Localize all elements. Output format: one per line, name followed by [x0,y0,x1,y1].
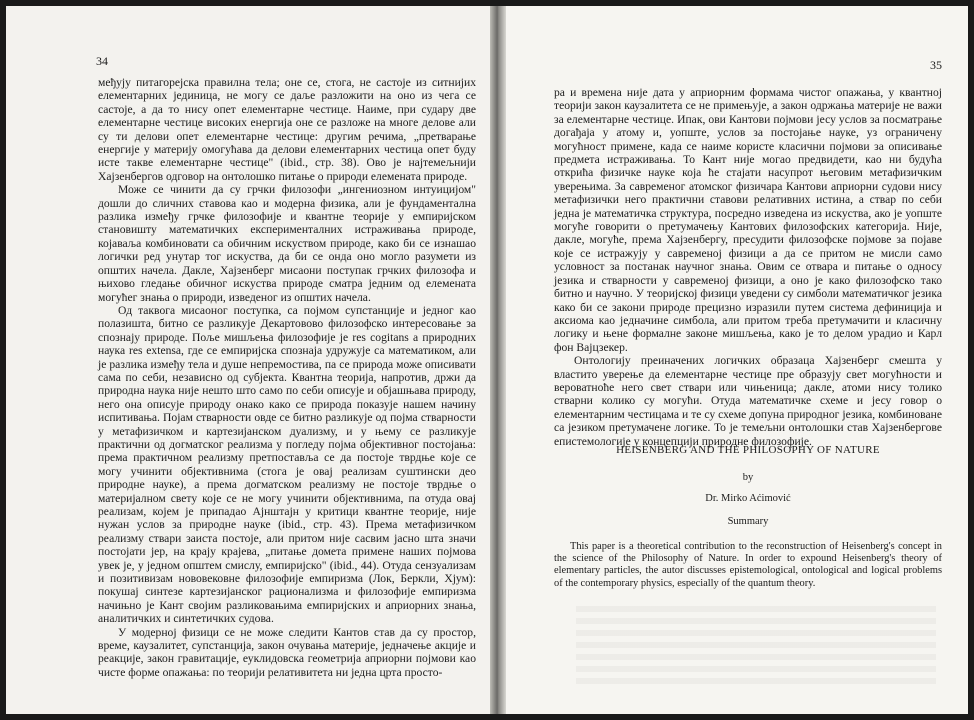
paragraph: Онтологију преиначених логичких образаца Хајзенберг смешта у властито уверење да елементарне честице пре образују свет могућности и вероватноће него свет ствари или чињеница; дакле, атоми нису толико стварни колико су могући. Отуда математичке схеме и јесу говор о елементарним честицама и те су схеме допуна природног језика, комбиноване са језиком претумачене логике. То је темељни онтолошки став Хајзенберговe епистемологије у концепцији природне филозофије. [554,354,942,448]
right-page [506,6,968,714]
summary-author: Dr. Mirko Aćimović [705,493,791,504]
page-number: 35 [930,58,942,72]
left-page [6,6,490,714]
bleed-through-shadow [576,606,936,686]
paragraph: Од таквога мисаоног поступка, са појмом супстанције и једног као полазишта, битно се разликује Декартовово филозофско интересовање за спознају природе. Поље мишљења филозофије је res cogitans а природних наука res extensa, где се емпиријска спознаја удружује са математиком, али је разлика између тела и душе непремостива, па се природа може описивати сама по себи, независно од субјекта. Квантна теорија, напротив, држи да природна наука није нешто што само по себи описује и објашњава природу, него она описује природу онако како се природа показује нашем начину испитивања. Појам стварности овде се битно разликује од појма стварности у метафизичком и картезијанском дуализму, и у њему се разликује практични од догматског реализма у погледу појма објективног постојања: према практичном реализму претпоставља се да постоје тврдње које се могу учинити објективнима (стога је овај реализам суштински део природне науке), а према догматском реализму не постоје тврдње о материјалном свету које се не могу учинити објективнима, па отуда овај реализам, којем је припадао Ајнштајн у критици квантне теорије, није нужан услов за природне науке (ibid., стр. 43). Према метафизичком реализму ствари заиста постоје, али притом није сасвим јасно шта значи постојати јер, на крају крајева, „питање домета примене наших појмова увек је, у једном општем смислу, емпиријско" (ibid., 44). Отуда сензуализам и позитивизам нововековне филозофије емпиризма (Лок, Беркли, Хјум): покушај синтезе картезијанског рационализма и филозофије емпиризма начињно је Кант својим разликовањима емпиријских и априорних знања, аналитичких и синтетичких судова. [98,303,476,626]
left-body-text [98,76,476,679]
english-summary [554,444,942,590]
right-body-text [554,86,942,448]
summary-title: HEISENBERG AND THE PHILOSOPHY OF NATURE [616,444,880,456]
paragraph: међују питагорејска правилна тела; оне се, стога, не састоје из ситнијих елементарних јединица, не могу се даље разложити на оно из чега се састоје, а да то нису опет елементарне честице. Наиме, при судару две елементарне честице високих енергија оне се разложе на многе делове али су ти делови опет елементарне честице: другим речима, „претварање енергије у материју омогућава да делови елементарних честица опет буду исте такве елементарне честице" (ibid., стр. 38). Ово је најтемељнији Хајзенбергов одговор на онтолошко питање о природи елемената природе. [98,76,476,183]
page-number: 34 [96,54,108,68]
paragraph: У модерној физици се не може следити Кантов став да су простор, време, каузалитет, супстанција, закон очувања материје, једначење акције и реакције, закон гравитације, еуклидовска геометрија априорни појмови као чисте форме опажања: по теорији релативитета ни једна црта просто- [98,625,476,679]
book-gutter [490,6,506,714]
summary-heading: Summary [727,516,769,527]
summary-by: by [742,472,754,483]
paragraph: ра и времена није дата у априорним формама чистог опажања, у квантној теорији закон каузалитета се не примењује, а закон одржања материје не важи за елементарне честице. Ипак, ови Кантови појмови јесу услов за посматрање догађаја у атому и, уопште, услов за постојање науке, уз ограничену могућност примене, када се наиме користе класични појмови за описивање предмета истраживања. То Кант није могао предвидети, као ни будућа открића физичке науке која ће стајати насупрот његовим метафизичким уверењима. За савременог атомског физичара Кантови априорни судови нису метафизички него практични ставови релативних истина, а ствар по себи једна је математичка структура, посредно изведена из искуства, ако је уопште могуће говорити о претумачењу Кантових филозофских категорија. Није, дакле, могуће, према Хајзенбергу, пресудити филозофске појмове за појаве које се истражују у савременој физици а да се притом не мисли само условност за постанак научног знања. Овим се отвара и питање о односу језика и стварности у савременој физици, а оно је како филозофско тако битно и научно. У теоријској физици уведени су симболи математичког језика како би се закони природе прецизно изразили путем система дефиниција и аксиома као једначине симбола, али притом треба претумачити и класичну логику и њене формалне законе мишљења, како је то делом урадио и Карл фон Вајцзекер. [554,86,942,354]
paragraph: Може се чинити да су грчки филозофи „ингениозном интуицијом" дошли до сличних ставова као и модерна физика, али је фундаментална разлика између грчке филозофије и квантне теорије у емпиријском становишту математичких експерименталних истраживања природе, којаваља комбиновати са обичним искуством природе, како би се изнашао логички ред унутар тог искуства, да би се онда оно могло разумети из општих начела. Дакле, Хајзенберг мисаони поступак грчких филозофа и њихово гледање обичног искуства природе сматра једним од елемената могућег знања о природи, изведеног из општих начела. [98,183,476,304]
summary-text: This paper is a theoretical contribution to the reconstruction of Heisenberg's concept in the science of the Philosophy of Nature. In order to expound Heisenberg's theory of elementary particles, the autor discusses epistemological, ontological and logical problems of the contemporary physics, especially of the quantum theory. [554,541,942,589]
